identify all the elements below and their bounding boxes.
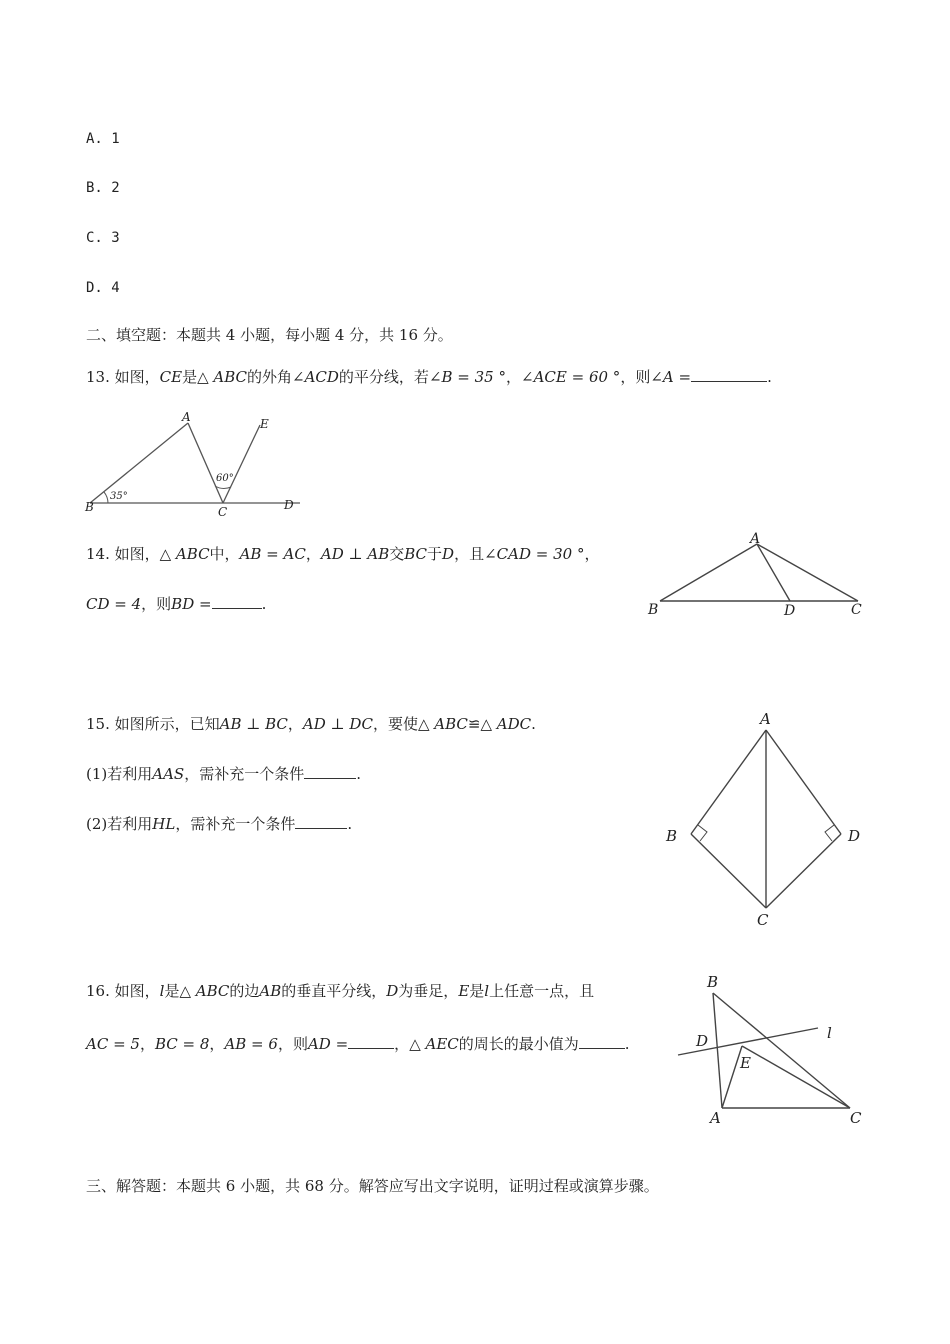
q13-end: . bbox=[767, 368, 772, 386]
q13-angle-c-label: 60° bbox=[216, 473, 234, 484]
q13-math-triangle: △ ABC bbox=[197, 368, 247, 386]
q16-answer-blank-1 bbox=[348, 1034, 394, 1049]
q16-text-5: 是 bbox=[469, 982, 485, 1000]
q14-text-7: ，则 bbox=[141, 595, 172, 613]
q14-label-b: B bbox=[648, 602, 659, 618]
q16-text-4: 为垂足， bbox=[398, 982, 459, 1000]
q13-text-3: 的平分线，若 bbox=[338, 368, 429, 386]
q14-math-ab-ac: AB = AC bbox=[239, 545, 306, 563]
q16-label-e: E bbox=[740, 1054, 751, 1072]
q16-label-l: l bbox=[827, 1024, 832, 1042]
q16-math-ac: AC = 5 bbox=[86, 1035, 140, 1053]
q13-number: 13. 如图， bbox=[86, 368, 160, 386]
q16-text-6: 上任意一点，且 bbox=[489, 982, 595, 1000]
q14-figure bbox=[640, 530, 880, 625]
q15-text-2: ，要使 bbox=[372, 715, 418, 733]
q16-math-bc: BC = 8 bbox=[154, 1035, 210, 1053]
option-b: B. 2 bbox=[86, 180, 120, 196]
q15-number: 15. 如图所示，已知 bbox=[86, 715, 220, 733]
q16-number: 16. 如图， bbox=[86, 982, 160, 1000]
q13-math-angle-b: ∠B = 35 ° bbox=[428, 368, 506, 386]
question-15-text bbox=[86, 713, 536, 734]
q16-text-7: ， bbox=[139, 1035, 155, 1053]
q15-math-triangle-adc: △ ADC bbox=[480, 715, 532, 733]
q16-text-11: 的周长的最小值为 bbox=[458, 1035, 579, 1053]
q16-math-l-2: l bbox=[484, 982, 490, 1000]
q15-sub-1-math: AAS bbox=[152, 765, 185, 783]
q16-text-9: ，则 bbox=[277, 1035, 308, 1053]
q15-sub-1-text-1: 若利用 bbox=[107, 765, 153, 783]
q16-math-d: D bbox=[386, 982, 399, 1000]
q14-text-6: ， bbox=[584, 545, 600, 563]
q15-end: . bbox=[531, 715, 536, 733]
q13-label-b: B bbox=[85, 500, 94, 514]
q15-text-1: ， bbox=[287, 715, 303, 733]
q16-text-8: ， bbox=[209, 1035, 225, 1053]
q15-sub-2-text-2: ，需补充一个条件 bbox=[175, 815, 296, 833]
q16-math-ab-val: AB = 6 bbox=[224, 1035, 278, 1053]
q15-math-ad-perp-dc: AD ⊥ DC bbox=[302, 715, 373, 733]
q14-math-triangle: △ ABC bbox=[159, 545, 210, 563]
q16-math-ad: AD = bbox=[307, 1035, 349, 1053]
q15-sub-1-end: . bbox=[356, 765, 362, 783]
q13-text-5: ，则 bbox=[620, 368, 651, 386]
q16-text-3: 的垂直平分线， bbox=[281, 982, 387, 1000]
q14-label-c: C bbox=[851, 602, 862, 618]
q16-math-e: E bbox=[458, 982, 470, 1000]
q14-math-cd: CD = 4 bbox=[86, 595, 142, 613]
q13-label-a: A bbox=[182, 410, 191, 424]
q15-math-ab-perp-bc: AB ⊥ BC bbox=[219, 715, 288, 733]
q14-math-bd: BD = bbox=[171, 595, 212, 613]
q16-figure bbox=[670, 968, 870, 1133]
question-14-line-1 bbox=[86, 543, 599, 564]
q15-congruent-symbol: ≌ bbox=[467, 715, 481, 733]
q14-text-2: ， bbox=[305, 545, 321, 563]
q15-sub-1-number: (1) bbox=[86, 765, 108, 783]
q16-label-a: A bbox=[710, 1109, 721, 1127]
q15-label-c: C bbox=[757, 911, 769, 929]
q14-text-5: ，且 bbox=[454, 545, 485, 563]
q16-math-ab: AB bbox=[259, 982, 282, 1000]
q14-math-angle-cad: ∠CAD = 30 ° bbox=[484, 545, 585, 563]
q13-text-2: 的外角 bbox=[247, 368, 293, 386]
q13-answer-blank bbox=[691, 367, 767, 382]
q14-text-4: 于 bbox=[427, 545, 443, 563]
q13-math-angle-a: ∠A = bbox=[650, 368, 692, 386]
q13-math-angle-acd: ∠ACD bbox=[292, 368, 339, 386]
q14-math-ad-perp: AD ⊥ AB bbox=[320, 545, 390, 563]
q13-math-ce: CE bbox=[159, 368, 183, 386]
section-3-heading: 三、解答题：本题共 6 小题，共 68 分。解答应写出文字说明，证明过程或演算步骤。 bbox=[86, 1177, 659, 1195]
q16-math-triangle-abc: △ ABC bbox=[179, 982, 230, 1000]
q16-text-1: 是 bbox=[164, 982, 180, 1000]
q16-text-10: ， bbox=[394, 1035, 410, 1053]
q15-figure bbox=[660, 708, 870, 933]
q14-end: . bbox=[261, 595, 267, 613]
q16-math-l: l bbox=[159, 982, 165, 1000]
q14-number: 14. 如图， bbox=[86, 545, 160, 563]
q15-label-a: A bbox=[760, 710, 771, 728]
option-c: C. 3 bbox=[86, 230, 120, 246]
q13-label-d: D bbox=[284, 498, 294, 512]
q14-answer-blank bbox=[212, 594, 262, 609]
q15-sub-2-text-1: 若利用 bbox=[107, 815, 153, 833]
q14-math-bc: BC bbox=[404, 545, 428, 563]
q15-label-d: D bbox=[848, 827, 861, 845]
q16-answer-blank-2 bbox=[579, 1034, 625, 1049]
q15-sub-2-end: . bbox=[347, 815, 353, 833]
q16-end: . bbox=[624, 1035, 630, 1053]
question-16-line-2 bbox=[86, 1033, 630, 1054]
question-16-line-1 bbox=[86, 980, 594, 1001]
q15-sub-2 bbox=[86, 813, 352, 834]
option-d: D. 4 bbox=[86, 280, 120, 296]
q15-label-b: B bbox=[666, 827, 678, 845]
q14-label-d: D bbox=[784, 603, 796, 619]
q16-math-triangle-aec: △ AEC bbox=[409, 1035, 459, 1053]
q15-sub-1 bbox=[86, 763, 361, 784]
q13-angle-b-label: 35° bbox=[110, 491, 128, 502]
q13-label-e: E bbox=[260, 417, 269, 431]
q14-text-1: 中， bbox=[209, 545, 240, 563]
q14-math-d: D bbox=[442, 545, 455, 563]
q14-text-3: 交 bbox=[389, 545, 405, 563]
q13-text-1: 是 bbox=[182, 368, 198, 386]
q16-label-d: D bbox=[696, 1032, 709, 1050]
q15-sub-2-math: HL bbox=[152, 815, 176, 833]
q16-text-2: 的边 bbox=[229, 982, 260, 1000]
q15-sub-1-blank bbox=[304, 764, 356, 779]
question-14-line-2 bbox=[86, 593, 266, 614]
q15-math-triangle-abc: △ ABC bbox=[417, 715, 468, 733]
q15-sub-1-text-2: ，需补充一个条件 bbox=[184, 765, 305, 783]
q13-text-4: ， bbox=[506, 368, 522, 386]
option-a: A. 1 bbox=[86, 131, 120, 147]
q16-label-c: C bbox=[850, 1109, 862, 1127]
q13-figure bbox=[80, 405, 310, 520]
q15-sub-2-number: (2) bbox=[86, 815, 108, 833]
q16-label-b: B bbox=[707, 973, 719, 991]
q15-sub-2-blank bbox=[295, 814, 347, 829]
q13-math-angle-ace: ∠ACE = 60 ° bbox=[521, 368, 621, 386]
q13-label-c: C bbox=[218, 505, 228, 519]
section-2-heading: 二、填空题：本题共 4 小题，每小题 4 分，共 16 分。 bbox=[86, 326, 453, 344]
q14-label-a: A bbox=[750, 531, 761, 547]
question-13-text bbox=[86, 366, 772, 387]
